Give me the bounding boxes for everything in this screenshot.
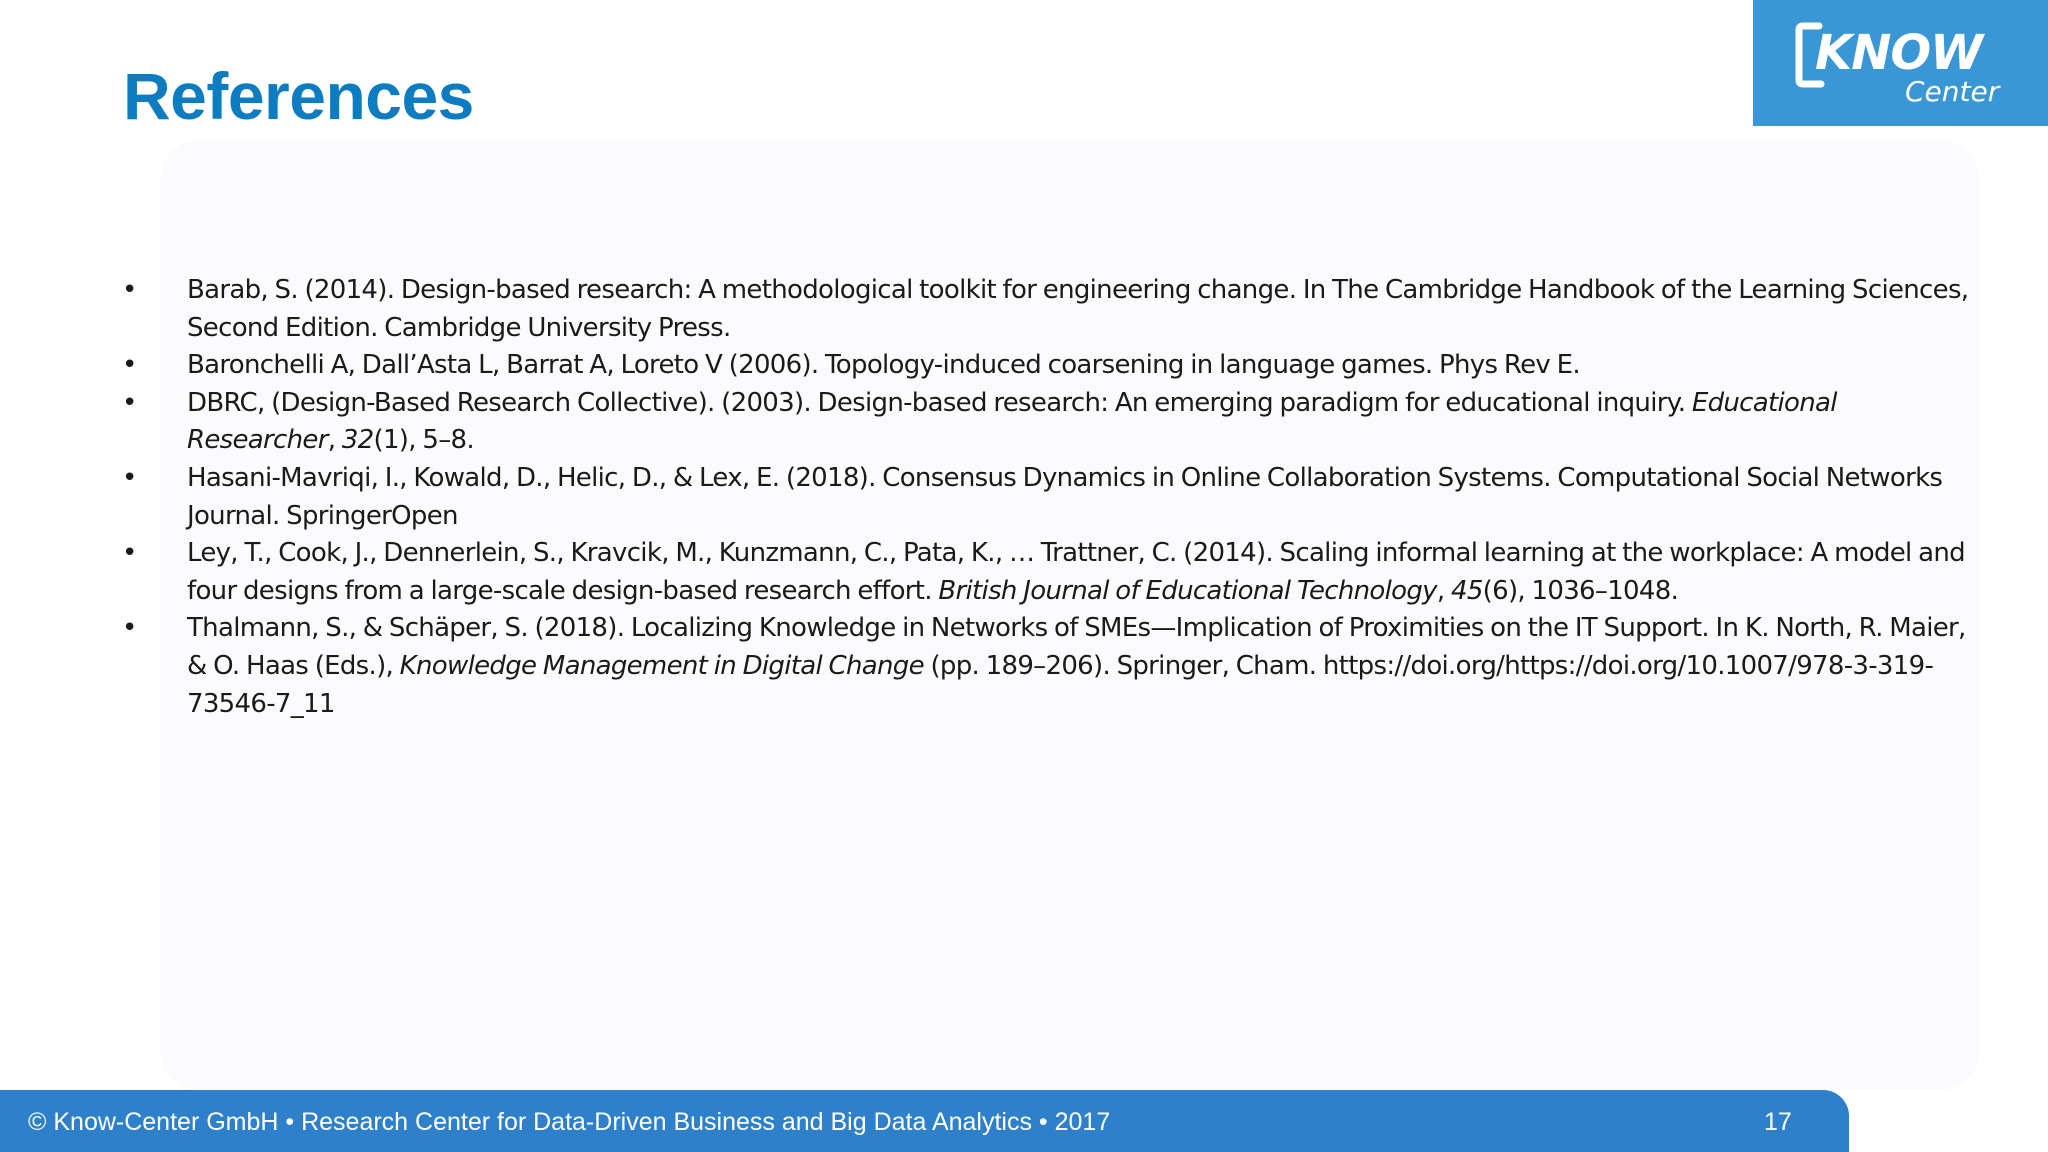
reference-italic-text: British Journal of Educational Technology — [938, 575, 1437, 606]
reference-text: (1), 5–8. — [373, 425, 474, 456]
bullet-icon: • — [122, 538, 137, 569]
reference-italic-text: 45 — [1450, 575, 1483, 606]
reference-text: , — [327, 425, 342, 456]
bullet-icon: • — [122, 387, 137, 418]
footer-bar — [0, 1090, 1849, 1152]
reference-text: Hasani-Mavriqi, I., Kowald, D., Helic, D., & Lex, E. (2018). Consensus Dynamics in Online Collaboration Systems. Computational Social Networks Journal. SpringerOpen — [187, 462, 1943, 531]
footer-copyright: © Know-Center GmbH • Research Center for Data-Driven Business and Big Data Analytics • 2017 — [28, 1108, 1111, 1136]
bullet-icon: • — [122, 462, 137, 493]
reference-italic-text: Educational Researcher — [187, 387, 1837, 456]
reference-text: Baronchelli A, Dall’Asta L, Barrat A, Loreto V (2006). Topology-induced coarsening in language games. Phys Rev E. — [187, 350, 1580, 381]
reference-text: (pp. 189–206). Springer, Cham. https://doi.org/https://doi.org/10.1007/978-3-319-73546-7_11 — [187, 650, 1934, 719]
reference-item — [122, 535, 1982, 610]
reference-item — [122, 610, 1982, 723]
bullet-icon: • — [122, 613, 137, 644]
logo-graphic — [1753, 0, 2048, 126]
reference-text: DBRC, (Design-Based Research Collective). (2003). Design-based research: An emerging paradigm for educational inquiry. — [187, 387, 1692, 418]
know-center-logo — [1753, 0, 2048, 126]
logo-know: KNOW — [1815, 25, 1983, 81]
reference-italic-text: Knowledge Management in Digital Change — [399, 650, 924, 681]
bullet-icon: • — [122, 350, 137, 381]
reference-text: Barab, S. (2014). Design-based research: A methodological toolkit for engineering change. In The Cambridge Handbook of the Learning Sciences, Second Edition. Cambridge University Press. — [187, 275, 1969, 343]
reference-text: (6), 1036–1048. — [1482, 575, 1679, 606]
slide-title: References — [123, 59, 474, 133]
reference-text: Thalmann, S., & Schäper, S. (2018). Localizing Knowledge in Networks of SMEs—Implication of Proximities on the IT Support. In K. North, R. Maier, & O. Haas (Eds.), — [187, 613, 1966, 681]
bullet-icon: • — [122, 275, 137, 305]
reference-text: Ley, T., Cook, J., Dennerlein, S., Kravcik, M., Kunzmann, C., Pata, K., … Trattner, C. (2014). Scaling informal learning at the workplace: A model and four designs from a large-scale design-based research effort. — [187, 538, 1965, 606]
reference-item — [122, 460, 1982, 535]
page-number: 17 — [1764, 1108, 1792, 1136]
reference-item — [122, 385, 1982, 460]
logo-center: Center — [1905, 75, 2000, 108]
reference-item — [122, 272, 1982, 347]
references-list — [122, 272, 1982, 723]
reference-item — [122, 347, 1982, 385]
reference-italic-text: 32 — [341, 425, 374, 456]
reference-text: , — [1436, 575, 1451, 606]
